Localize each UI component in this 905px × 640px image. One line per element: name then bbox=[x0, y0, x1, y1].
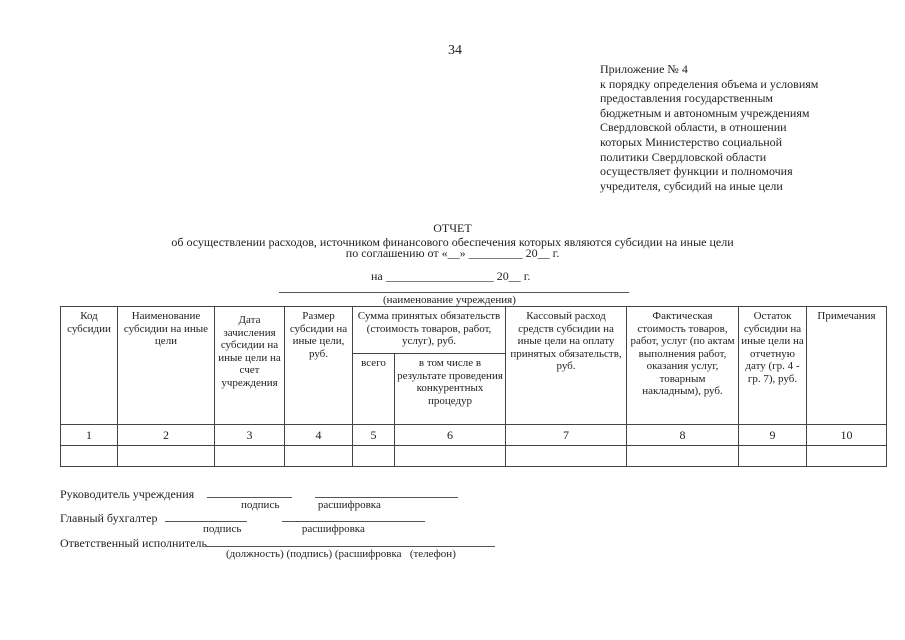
header-obligations-competitive: в том числе в результате проведения конкурентных процедур bbox=[395, 354, 506, 425]
appendix-line: Свердловской области, в отношении bbox=[600, 120, 787, 135]
agreement-line: по соглашению от «__» _________ 20__ г. bbox=[345, 246, 560, 260]
header-name: Наименование субсидии на иные цели bbox=[118, 307, 215, 425]
table-cell bbox=[118, 446, 215, 467]
accountant-caption: подпись расшифровка bbox=[203, 523, 365, 535]
column-number: 8 bbox=[627, 425, 739, 446]
table-cell bbox=[395, 446, 506, 467]
executor-line bbox=[205, 546, 495, 547]
table-cell bbox=[61, 446, 118, 467]
column-number-row bbox=[61, 425, 887, 446]
report-table bbox=[60, 306, 887, 467]
page-number: 34 bbox=[448, 43, 462, 58]
header-transfer-date: Дата зачисления субсидии на иные цели на счет учреждения bbox=[215, 307, 285, 425]
table-cell bbox=[285, 446, 353, 467]
table-cell bbox=[215, 446, 285, 467]
column-number: 4 bbox=[285, 425, 353, 446]
column-number: 5 bbox=[353, 425, 395, 446]
column-number: 7 bbox=[506, 425, 627, 446]
header-obligations-total: всего bbox=[353, 354, 395, 425]
head-label: Руководитель учреждения bbox=[60, 487, 195, 501]
accountant-signature-line bbox=[165, 521, 247, 522]
appendix-line: бюджетным и автономным учреждениям bbox=[600, 105, 810, 120]
column-number: 1 bbox=[61, 425, 118, 446]
report-title: ОТЧЕТ bbox=[433, 221, 472, 235]
appendix-line: к порядку определения объема и условиям bbox=[600, 76, 819, 91]
table-cell bbox=[353, 446, 395, 467]
table-cell bbox=[506, 446, 627, 467]
appendix-line: Приложение № 4 bbox=[600, 62, 688, 76]
executor-caption: (должность) (подпись) (расшифровка (телефон) bbox=[226, 548, 456, 560]
appendix-line: осуществляет функции и полномочия bbox=[600, 164, 793, 179]
table-cell bbox=[807, 446, 887, 467]
header-obligations: Сумма принятых обязательств (стоимость товаров, работ, услуг), руб. bbox=[353, 307, 506, 354]
table-cell bbox=[739, 446, 807, 467]
table-row bbox=[61, 446, 887, 467]
accountant-label: Главный бухгалтер bbox=[60, 511, 158, 525]
header-actual-cost: Фактическая стоимость товаров, работ, услуг (по актам выполнения работ, оказания услуг, товарным накладным), руб. bbox=[627, 307, 739, 425]
header-cash-expense: Кассовый расход средств субсидии на иные цели на оплату принятых обязательств, руб. bbox=[506, 307, 627, 425]
appendix-line: которых Министерство социальной bbox=[600, 134, 783, 149]
head-signature-line bbox=[207, 497, 292, 498]
column-number: 9 bbox=[739, 425, 807, 446]
table-cell bbox=[627, 446, 739, 467]
header-code: Код субсидии bbox=[61, 307, 118, 425]
institution-name-line bbox=[279, 292, 629, 293]
appendix-line: предоставления государственным bbox=[600, 91, 773, 106]
appendix-line: политики Свердловской области bbox=[600, 149, 767, 164]
head-caption: подпись расшифровка bbox=[241, 499, 381, 511]
report-subtitle: об осуществлении расходов, источником финансового обеспечения которых являются субсидии на иные цели bbox=[171, 235, 734, 249]
header-size: Размер субсидии на иные цели, руб. bbox=[285, 307, 353, 425]
institution-caption: (наименование учреждения) bbox=[383, 294, 516, 306]
appendix-line: учредителя, субсидий на иные цели bbox=[600, 178, 783, 193]
executor-label: Ответственный исполнитель bbox=[60, 536, 207, 550]
column-number: 6 bbox=[395, 425, 506, 446]
report-date-line: на __________________ 20__ г. bbox=[371, 269, 531, 283]
accountant-decryption-line bbox=[282, 521, 425, 522]
head-decryption-line bbox=[315, 497, 458, 498]
header-balance: Остаток субсидии на иные цели на отчетную дату (гр. 4 - гр. 7), руб. bbox=[739, 307, 807, 425]
header-notes: Примечания bbox=[807, 307, 887, 425]
column-number: 2 bbox=[118, 425, 215, 446]
appendix-note bbox=[600, 62, 870, 193]
column-number: 10 bbox=[807, 425, 887, 446]
column-number: 3 bbox=[215, 425, 285, 446]
table-header-row bbox=[61, 307, 887, 354]
